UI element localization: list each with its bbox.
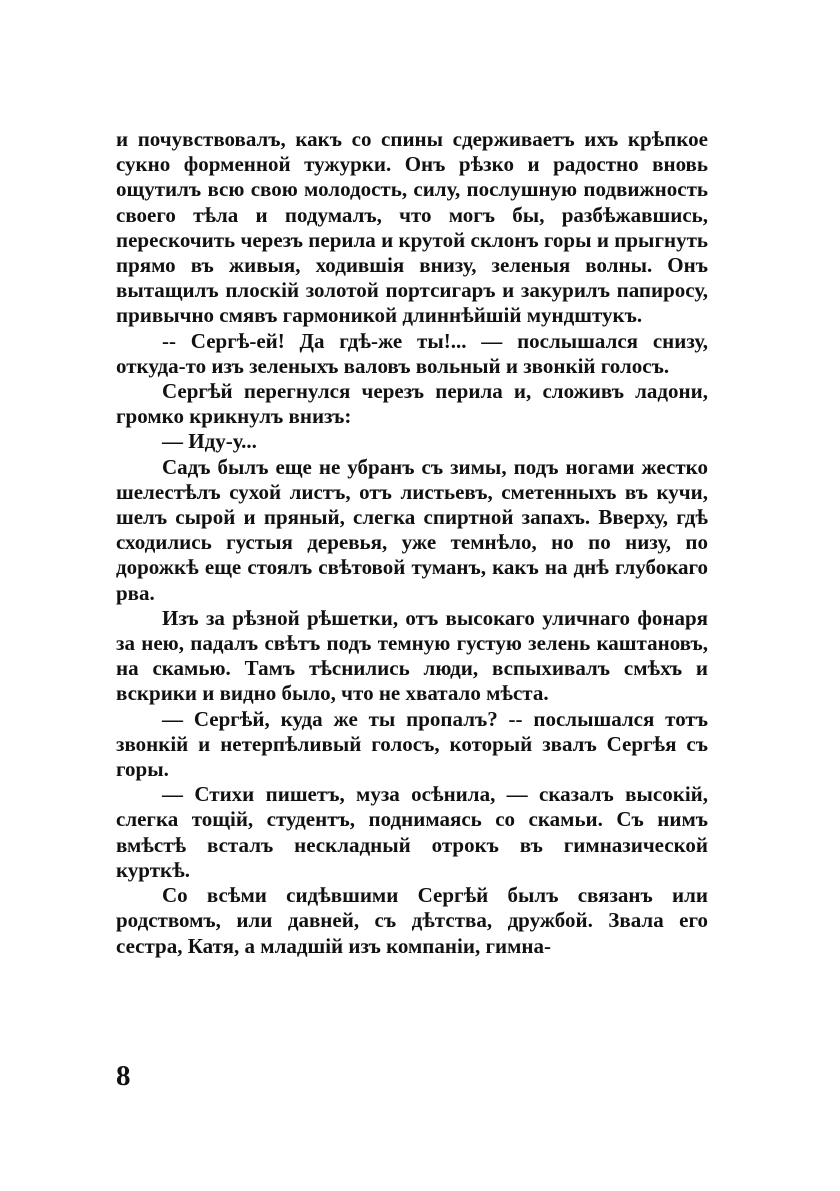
paragraph-7: — Сергѣй, куда же ты пропалъ? -- послышался тотъ звонкій и нетерпѣливый голосъ, который звалъ Сергѣя съ горы. <box>116 706 708 782</box>
paragraph-5: Садъ былъ еще не убранъ съ зимы, подъ ногами жестко шелестѣлъ сухой листъ, отъ листьевъ, сметенныхъ въ кучи, шелъ сырой и пряный, слегка спиртной запахъ. Вверху, гдѣ сходились густыя деревья, уже темнѣло, но по низу, по дорожкѣ еще стоялъ свѣтовой туманъ, какъ на днѣ глубокаго рва. <box>116 454 708 605</box>
paragraph-9: Со всѣми сидѣвшими Сергѣй былъ связанъ или родствомъ, или давней, съ дѣтства, дружбой. Звала его сестра, Катя, а младшій изъ компаніи, гимна- <box>116 883 708 958</box>
paragraph-8: — Стихи пишетъ, муза осѣнила, — сказалъ высокій, слегка тощій, студентъ, поднимаясь со скамьи. Съ нимъ вмѣстѣ всталъ нескладный отрокъ въ гимназической курткѣ. <box>116 782 708 882</box>
paragraph-4: — Иду-у... <box>162 429 257 454</box>
paragraph-2: -- Сергѣ-ей! Да гдѣ-же ты!... — послышался снизу, откуда-то изъ зеленыхъ валовъ вольный и звонкій голосъ. <box>116 328 708 378</box>
paragraph-1: и почувствовалъ, какъ со спины сдерживаетъ ихъ крѣпкое сукно форменной тужурки. Онъ рѣзко и радостно вновь ощутилъ всю свою молодость, силу, послушную подвижность своего тѣла и подумалъ, что могъ бы, разбѣжавшись, перескочить черезъ перила и крутой склонъ горы и прыгнуть прямо въ живыя, ходившія внизу, зеленыя волны. Онъ вытащилъ плоскій золотой портсигаръ и закурилъ папиросу, привычно смявъ гармоникой длиннѣйшій мундштукъ. <box>116 127 708 328</box>
paragraph-6: Изъ за рѣзной рѣшетки, отъ высокаго уличнаго фонаря за нею, падалъ свѣтъ подъ темную густую зелень каштановъ, на скамью. Тамъ тѣснились люди, вспыхивалъ смѣхъ и вскрики и видно было, что не хватало мѣста. <box>116 605 708 706</box>
page-number: 8 <box>116 1060 131 1092</box>
paragraph-3: Сергѣй перегнулся черезъ перила и, сложивъ ладони, громко крикнулъ внизъ: <box>116 379 708 429</box>
body-text <box>116 127 708 959</box>
